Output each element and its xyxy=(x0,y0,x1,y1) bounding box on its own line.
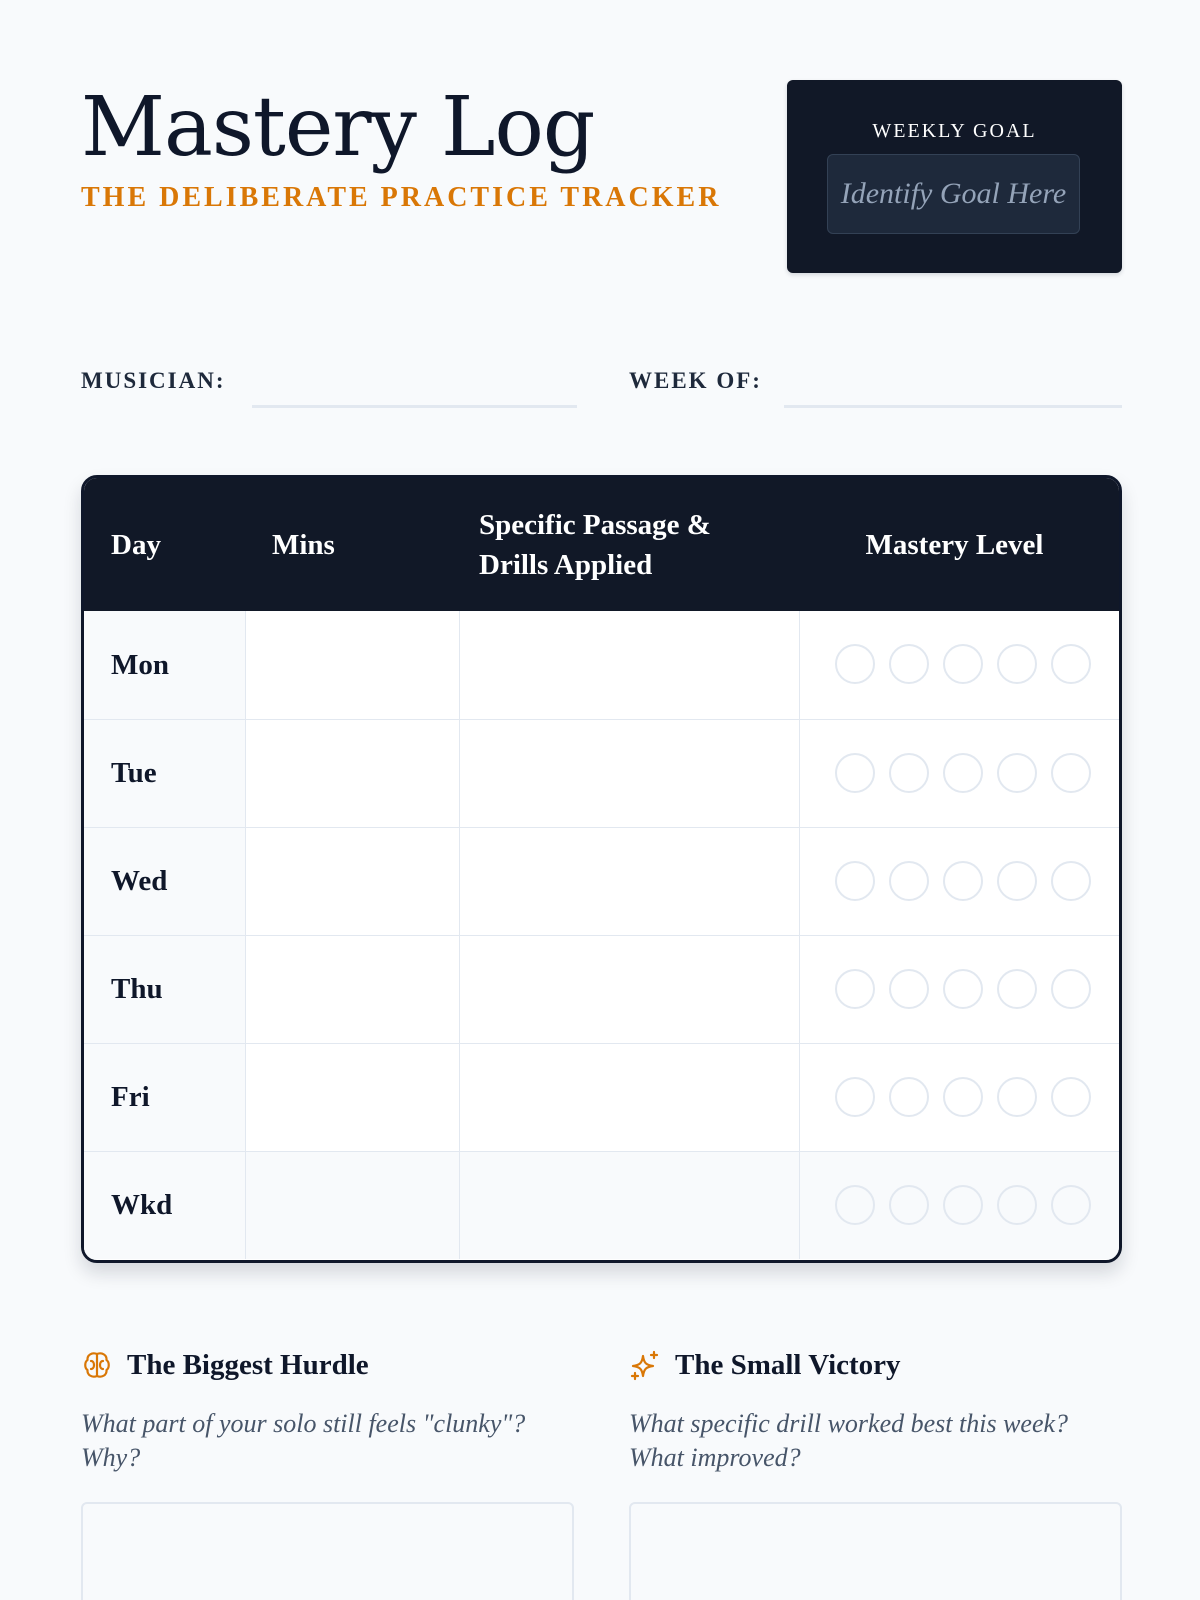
sparkles-icon xyxy=(629,1349,661,1381)
mastery-circle[interactable] xyxy=(889,753,929,793)
mins-cell[interactable] xyxy=(245,611,459,719)
mins-cell[interactable] xyxy=(245,1044,459,1151)
mastery-circle[interactable] xyxy=(835,1185,875,1225)
victory-title: The Small Victory xyxy=(675,1348,901,1381)
mastery-circle[interactable] xyxy=(943,969,983,1009)
victory-notes-area[interactable] xyxy=(629,1502,1122,1600)
hurdle-prompt: What part of your solo still feels "clunky"? Why? xyxy=(81,1409,526,1472)
mastery-circle[interactable] xyxy=(889,1077,929,1117)
day-cell: Tue xyxy=(84,720,245,827)
musician-label: MUSICIAN: xyxy=(81,368,226,393)
victory-section xyxy=(629,1345,1122,1600)
mastery-cell xyxy=(799,1152,1122,1259)
mastery-cell xyxy=(799,936,1122,1043)
mins-cell[interactable] xyxy=(245,1152,459,1259)
mastery-circle[interactable] xyxy=(835,753,875,793)
mins-cell[interactable] xyxy=(245,720,459,827)
info-fields xyxy=(81,362,1122,410)
passage-cell[interactable] xyxy=(459,720,799,827)
mastery-circle[interactable] xyxy=(997,753,1037,793)
passage-cell[interactable] xyxy=(459,611,799,719)
mastery-circle[interactable] xyxy=(943,753,983,793)
victory-heading xyxy=(629,1345,901,1385)
mastery-circle[interactable] xyxy=(943,1185,983,1225)
day-cell: Wed xyxy=(84,828,245,935)
mastery-circle[interactable] xyxy=(997,1185,1037,1225)
week-of-field[interactable] xyxy=(784,405,1122,408)
mastery-circle[interactable] xyxy=(835,1077,875,1117)
day-cell: Thu xyxy=(84,936,245,1043)
mastery-circle[interactable] xyxy=(1051,753,1091,793)
day-cell: Mon xyxy=(84,611,245,719)
passage-cell[interactable] xyxy=(459,828,799,935)
musician-field[interactable] xyxy=(252,405,577,408)
mastery-rating xyxy=(835,861,1091,901)
mastery-rating xyxy=(835,1185,1091,1225)
mastery-rating xyxy=(835,1077,1091,1117)
mastery-circle[interactable] xyxy=(943,644,983,684)
mastery-circle[interactable] xyxy=(1051,861,1091,901)
passage-cell[interactable] xyxy=(459,936,799,1043)
mastery-circle[interactable] xyxy=(835,861,875,901)
weekly-goal-placeholder: Identify Goal Here xyxy=(840,177,1067,210)
mastery-circle[interactable] xyxy=(943,1077,983,1117)
brain-icon xyxy=(81,1349,113,1381)
page-title: Mastery Log xyxy=(81,80,595,175)
mins-cell[interactable] xyxy=(245,828,459,935)
mastery-circle[interactable] xyxy=(1051,644,1091,684)
column-header-mastery: Mastery Level xyxy=(865,528,1044,561)
mastery-cell xyxy=(799,828,1122,935)
passage-cell[interactable] xyxy=(459,1044,799,1151)
mastery-circle[interactable] xyxy=(889,644,929,684)
mastery-circle[interactable] xyxy=(997,1077,1037,1117)
mastery-cell xyxy=(799,1044,1122,1151)
table-row xyxy=(84,719,1119,827)
mins-cell[interactable] xyxy=(245,936,459,1043)
mastery-rating xyxy=(835,644,1091,684)
hurdle-heading xyxy=(81,1345,369,1385)
mastery-circle[interactable] xyxy=(997,644,1037,684)
column-header-passage: Specific Passage & Drills Applied xyxy=(479,508,711,581)
mastery-circle[interactable] xyxy=(997,861,1037,901)
mastery-circle[interactable] xyxy=(889,1185,929,1225)
mastery-cell xyxy=(799,611,1122,719)
mastery-circle[interactable] xyxy=(997,969,1037,1009)
column-header-mins: Mins xyxy=(272,528,335,561)
weekly-goal-input[interactable] xyxy=(827,154,1080,234)
mastery-circle[interactable] xyxy=(1051,969,1091,1009)
mastery-cell xyxy=(799,720,1122,827)
mastery-rating xyxy=(835,969,1091,1009)
mastery-circle[interactable] xyxy=(889,861,929,901)
table-row xyxy=(84,827,1119,935)
column-header-day: Day xyxy=(111,528,161,561)
victory-prompt: What specific drill worked best this week? What improved? xyxy=(629,1409,1069,1472)
hurdle-section xyxy=(81,1345,574,1600)
mastery-circle[interactable] xyxy=(835,969,875,1009)
table-row xyxy=(84,611,1119,719)
table-header xyxy=(84,478,1119,611)
table-row xyxy=(84,935,1119,1043)
table-row xyxy=(84,1151,1119,1259)
week-of-label: WEEK OF: xyxy=(629,368,762,393)
page-subtitle: THE DELIBERATE PRACTICE TRACKER xyxy=(81,182,722,213)
mastery-circle[interactable] xyxy=(1051,1077,1091,1117)
page-header xyxy=(81,80,1122,275)
hurdle-notes-area[interactable] xyxy=(81,1502,574,1600)
mastery-circle[interactable] xyxy=(1051,1185,1091,1225)
day-cell: Wkd xyxy=(84,1152,245,1259)
passage-cell[interactable] xyxy=(459,1152,799,1259)
day-cell: Fri xyxy=(84,1044,245,1151)
hurdle-title: The Biggest Hurdle xyxy=(127,1348,369,1381)
mastery-circle[interactable] xyxy=(835,644,875,684)
weekly-goal-panel xyxy=(787,80,1122,273)
mastery-circle[interactable] xyxy=(943,861,983,901)
mastery-rating xyxy=(835,753,1091,793)
weekly-goal-label: WEEKLY GOAL xyxy=(872,120,1037,142)
practice-log-table xyxy=(81,475,1122,1263)
mastery-circle[interactable] xyxy=(889,969,929,1009)
table-row xyxy=(84,1043,1119,1151)
